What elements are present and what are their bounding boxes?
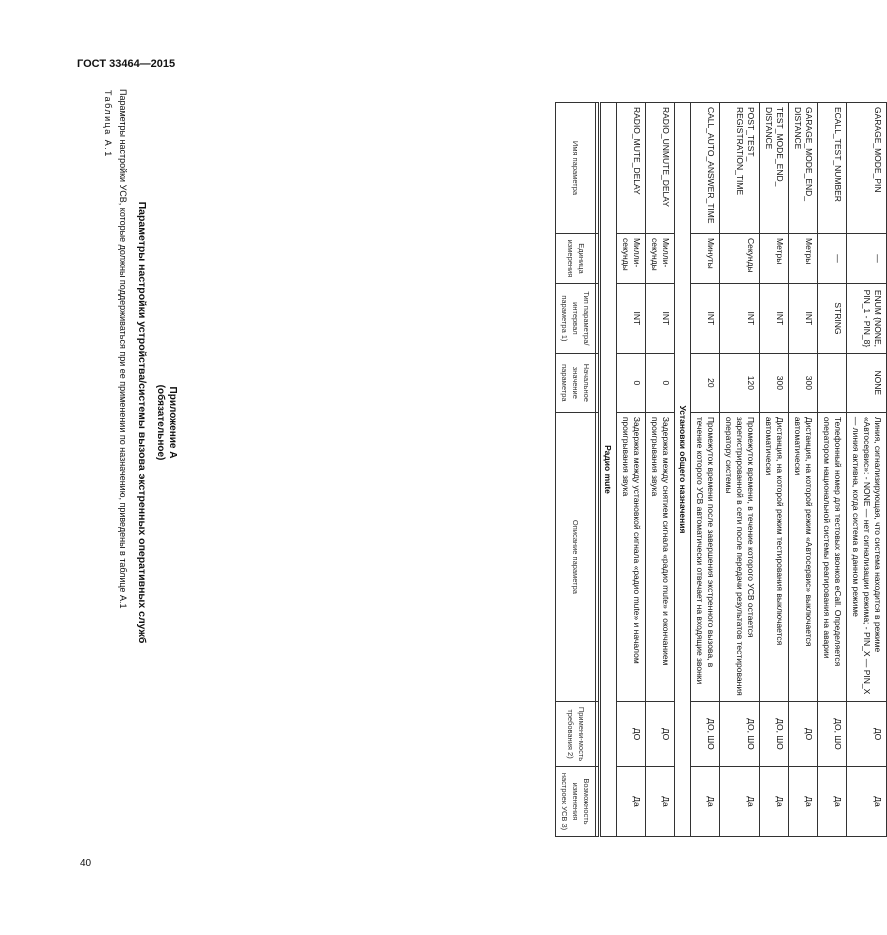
intro-text: Параметры настройки УСВ, которые должны поддерживаться при ее применении по назначению, приведены в таблице А.1 (118, 89, 128, 609)
cell-name: CALL_AUTO_ANSWER_TIME (691, 103, 720, 234)
table-caption: Таблица А.1 (103, 90, 113, 158)
cell-type: INT (760, 283, 789, 353)
cell-unit: Секунды (720, 233, 760, 283)
table-header-row (556, 103, 596, 837)
cell-changeable: Да (691, 767, 720, 837)
cell-unit: — (818, 233, 847, 283)
section-title-radio-mute: Радио mute (600, 103, 617, 837)
col-header-applicability: Примени-мость требования 2) (556, 702, 596, 767)
cell-initial: 0 (646, 353, 675, 412)
cell-type: INT (720, 283, 760, 353)
table-row (617, 103, 646, 837)
cell-changeable: Да (789, 767, 818, 837)
cell-initial: NONE (847, 353, 887, 412)
parameters-table (555, 102, 887, 837)
cell-description: Задержка между снятием сигнала «радио mute» и окончанием проигрывания звука (646, 412, 675, 701)
appendix-heading (154, 0, 178, 845)
cell-unit: Метры (789, 233, 818, 283)
cell-unit: Милли-секунды (646, 233, 675, 283)
cell-initial: 300 (789, 353, 818, 412)
cell-name: POST_TEST_ REGISTRATION_TIME (720, 103, 760, 234)
cell-initial: 20 (691, 353, 720, 412)
cell-initial: 300 (760, 353, 789, 412)
standard-number: ГОСТ 33464—2015 (77, 58, 176, 70)
table-row (646, 103, 675, 837)
cell-applicability: ДО, ШО (818, 702, 847, 767)
appendix-title: Приложение А (167, 386, 178, 459)
cell-initial: 120 (720, 353, 760, 412)
col-header-name: Имя параметра (556, 103, 596, 234)
cell-description: Промежуток времени после завершения экстренного вызова, в течение которого УСВ автоматически отвечает на входящие звонки (691, 412, 720, 701)
cell-type: ENUM {NONE, PIN_1 - PIN_8} (847, 283, 887, 353)
section-title: Параметры настройки устройства/системы вызова экстренных оперативных служб (136, 201, 148, 644)
section-row (600, 103, 617, 837)
cell-unit: Милли-секунды (617, 233, 646, 283)
cell-changeable: Да (818, 767, 847, 837)
table-row (847, 103, 887, 837)
table-row (720, 103, 760, 837)
col-header-unit: Единица измерения (556, 233, 596, 283)
cell-unit: — (847, 233, 887, 283)
section-row (675, 103, 691, 837)
cell-type: INT (789, 283, 818, 353)
cell-changeable: Да (760, 767, 789, 837)
page-number: 40 (80, 858, 92, 869)
cell-unit: Минуты (691, 233, 720, 283)
col-header-type: Тип параметра/ интервал параметра 1) (556, 283, 596, 353)
cell-applicability: ДО (617, 702, 646, 767)
table-row (691, 103, 720, 837)
cell-type: INT (617, 283, 646, 353)
cell-applicability: ДО (646, 702, 675, 767)
col-header-changeable: Возможность изменения настроек УСВ 3) (556, 767, 596, 837)
cell-name: RADIO_UNMUTE_DELAY (646, 103, 675, 234)
cell-description: Промежуток времени, в течение которого УСВ остается зарегистрированной в сети после передачи результатов тестирования оператору системы (720, 412, 760, 701)
table-row (760, 103, 789, 837)
cell-description: Дистанция, на которой режим тестирования выключается автоматически (760, 412, 789, 701)
cell-applicability: ДО, ШО (691, 702, 720, 767)
appendix-subtitle: (обязательное) (155, 384, 166, 461)
table-row (789, 103, 818, 837)
section-title-general: Установки общего назначения (675, 103, 691, 837)
cell-name: GARAGE_MODE_PIN (847, 103, 887, 234)
cell-description: Телефонный номер для тестовых звонков eCall. Определяется оператором национальной системы реагирования на аварии (818, 412, 847, 701)
cell-type: INT (691, 283, 720, 353)
cell-changeable: Да (646, 767, 675, 837)
cell-applicability: ДО (847, 702, 887, 767)
rotated-page-content (76, 0, 883, 845)
cell-applicability: ДО, ШО (720, 702, 760, 767)
cell-name: GARAGE_MODE_END_ DISTANCE (789, 103, 818, 234)
cell-name: RADIO_MUTE_DELAY (617, 103, 646, 234)
cell-type: STRING (818, 283, 847, 353)
cell-type: INT (646, 283, 675, 353)
cell-applicability: ДО, ШО (760, 702, 789, 767)
cell-name: ECALL_TEST_NUMBER (818, 103, 847, 234)
cell-unit: Метры (760, 233, 789, 283)
cell-description: Дистанция, на которой режим «Автосервис» выключается автоматически (789, 412, 818, 701)
cell-initial: 0 (617, 353, 646, 412)
cell-applicability: ДО (789, 702, 818, 767)
cell-changeable: Да (720, 767, 760, 837)
cell-initial (818, 353, 847, 412)
cell-description: Линия, сигнализирующая, что система находится в режиме «Автосервис»: - NONE — нет сигнализации режима; - PIN_X — PIN_X — линия активна, когда система в данном режиме (847, 412, 887, 701)
cell-description: Задержка между установкой сигнала «радио mute» и началом проигрывания звука (617, 412, 646, 701)
header-separator (596, 103, 600, 837)
cell-name: TEST_MODE_END_ DISTANCE (760, 103, 789, 234)
cell-changeable: Да (617, 767, 646, 837)
col-header-initial: Начальное значение параметра (556, 353, 596, 412)
table-row (818, 103, 847, 837)
col-header-description: Описание параметра (556, 412, 596, 701)
cell-changeable: Да (847, 767, 887, 837)
